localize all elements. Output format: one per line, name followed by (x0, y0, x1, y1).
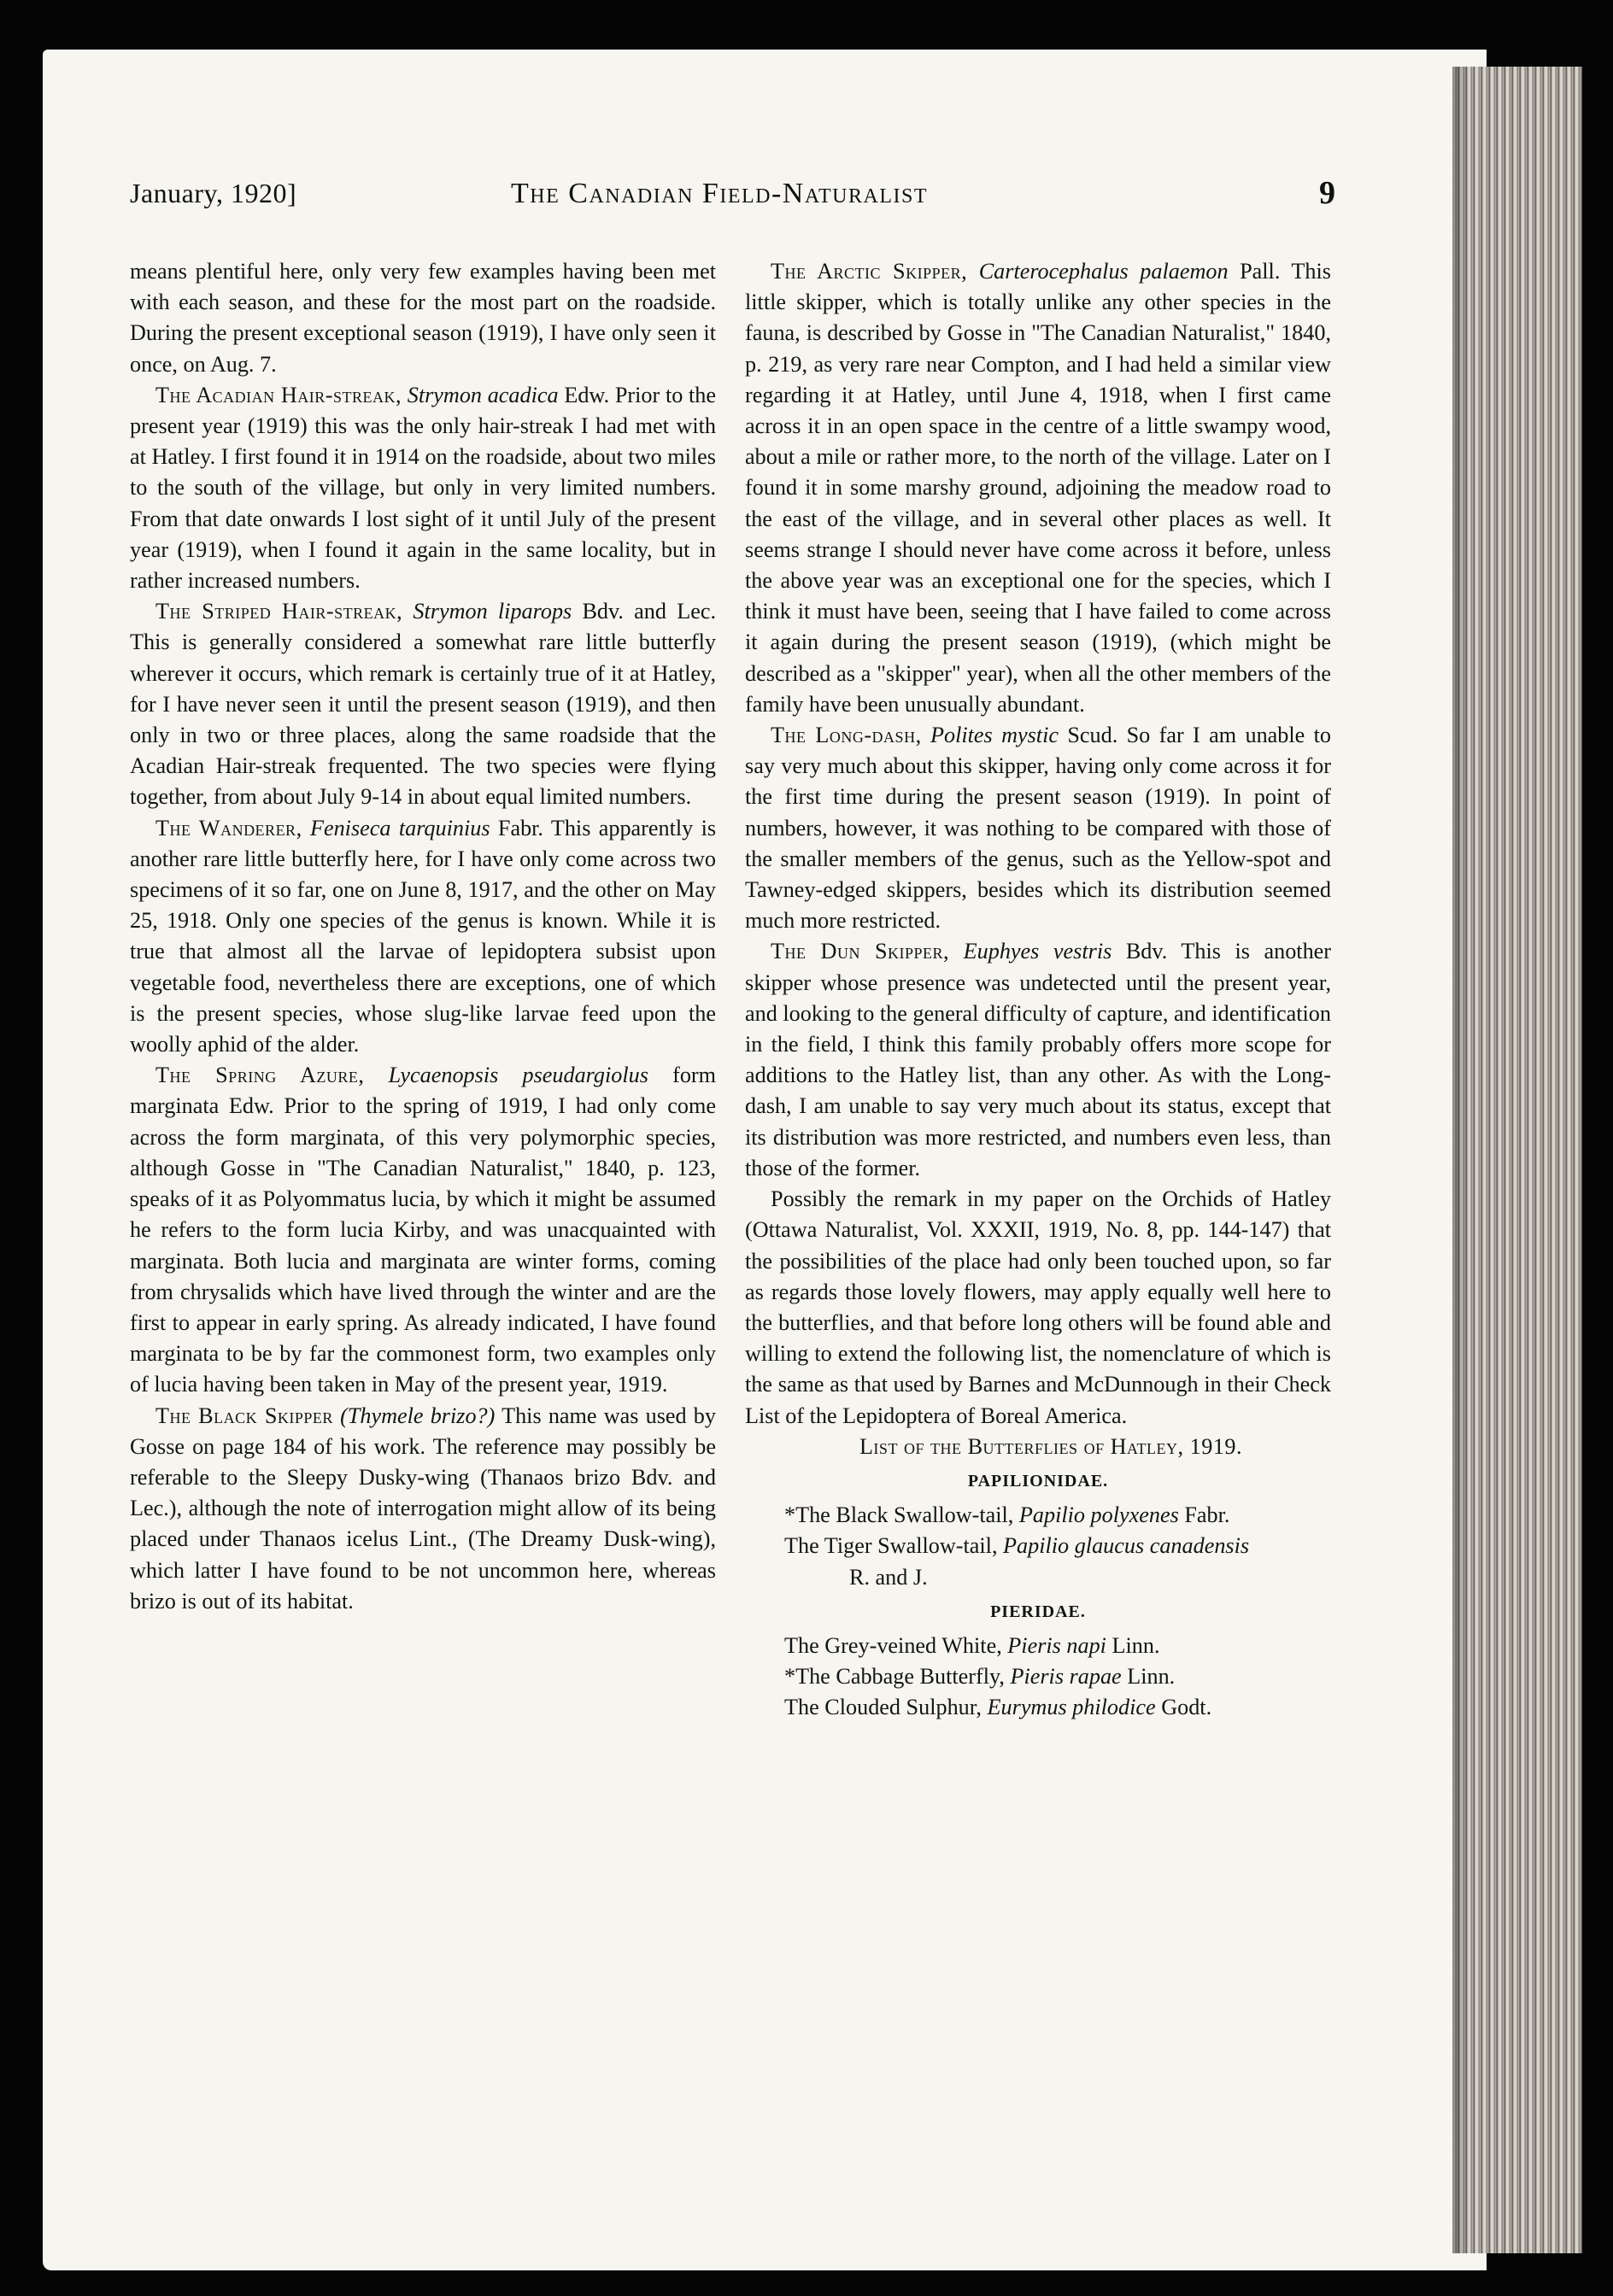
paragraph (745, 936, 1331, 1184)
list-item (745, 1661, 1331, 1692)
list-item (745, 1500, 1331, 1531)
species-name: Strymon liparops (413, 599, 572, 624)
list-title: List of the Butterflies of Hatley, 1919. (859, 1433, 1243, 1459)
list-item-authority: Linn. (1127, 1664, 1176, 1690)
paragraph-text: Edw. Prior to the present year (1919) this was the only hair-streak I had met with at Hatley. I first found it in 1914 on the roadside, about two miles to the south of the village, but only in very limited numbers. From that date onwards I lost sight of it until July of the present year (1919), when I found it again in the same locality, but in rather increased numbers. (130, 382, 717, 594)
list-item-species: Papilio glaucus canadensis (1003, 1533, 1250, 1559)
species-heading: The Spring Azure, (155, 1063, 365, 1088)
list-item-common: The Tiger Swallow-tail, (784, 1533, 998, 1559)
list-item (745, 1692, 1331, 1723)
header-journal-title: The Canadian Field-Naturalist (511, 178, 929, 209)
paragraph-text: Pall. This little skipper, which is totally unlike any other species in the fauna, is described by Gosse in "The Canadian Naturalist," 1840, p. 219, as very rare near Compton, and I had held a similar view regarding it at Hatley, until June 4, 1918, when I first came across it in an open space in the centre of a little swampy wood, about a mile or rather more, to the north of the village. Later on I found it in some marshy ground, adjoining the meadow road to the east of the village, and in several other places as well. It seems strange I should never have come across it before, unless the above year was an exceptional one for the species, which I think it must have been, seeing that I have failed to come across it again during the present season (1919), (which might be described as a "skipper" year), when all the other members of the family have been unusually abundant. (745, 259, 1331, 717)
list-item-common: The Cabbage Butterfly, (795, 1664, 1005, 1690)
list-item-common: The Grey-veined White, (784, 1632, 1002, 1658)
species-heading: The Striped Hair-streak, (155, 599, 403, 624)
species-heading: The Long-dash, (771, 723, 922, 748)
list-item (745, 1531, 1331, 1561)
paragraph-text: This name was used by Gosse on page 184 of his work. The reference may possibly be referable to the Sleepy Dusky-wing (Thanaos brizo Bdv. and Lec.), although the note of interrogation might allow of its being placed under Thanaos icelus Lint., (The Dreamy Dusk-wing), which latter I have found to be not uncommon here, whereas brizo is out of its habitat. (130, 1403, 716, 1614)
paragraph (130, 813, 716, 1061)
list-item-authority: Fabr. (1184, 1502, 1230, 1528)
species-heading: The Dun Skipper, (771, 939, 950, 964)
page-edge-shadow (1452, 67, 1469, 2253)
paragraph-text: Possibly the remark in my paper on the Orchids of Hatley (Ottawa Naturalist, Vol. XXXII, 1919, No. 8, pp. 144-147) that the possibilities of the place had only been touched upon, so far as regards those lovely flowers, may apply equally well here to the butterflies, and that before long others will be found able and willing to extend the following list, the nomenclature of which is the same as that used by Barnes and McDunnough in their Check List of the Lepidoptera of Boreal America. (745, 1186, 1331, 1428)
paragraph-text: form marginata Edw. Prior to the spring of 1919, I had only come across the form marginata, of this very polymorphic species, although Gosse in "The Canadian Naturalist," 1840, p. 123, speaks of it as Polyommatus lucia, by which it might be assumed he refers to the form lucia Kirby, and was unacquainted with marginata. Both lucia and marginata are winter forms, coming from chrysalids which have lived through the winter and are the first to appear in early spring. As already indicated, I have found marginata to be by far the commonest form, two examples only of lucia having been taken in May of the present year, 1919. (130, 1063, 717, 1397)
paragraph (745, 256, 1331, 720)
list-item-common: The Black Swallow-tail, (795, 1502, 1014, 1528)
list-item-species: Eurymus philodice (987, 1695, 1156, 1720)
list-item-authority: Godt. (1161, 1695, 1212, 1720)
species-name: Carterocephalus palaemon (978, 259, 1229, 284)
species-heading: The Black Skipper (155, 1403, 333, 1428)
paragraph (130, 1401, 716, 1617)
species-name: Feniseca tarquinius (309, 815, 490, 840)
header-date: January, 1920] (130, 178, 297, 208)
species-name: Lycaenopsis pseudargiolus (388, 1063, 648, 1088)
paragraph-text: Fabr. This apparently is another rare little butterfly here, for I have only come across two specimens of it so far, one on June 8, 1917, and the other on May 25, 1918. Only one species of the genus is known. While it is true that almost all the larvae of lepidoptera subsist upon vegetable food, nevertheless there are exceptions, one of which is the present species, whose slug-like larvae feed upon the woolly aphid of the alder. (130, 815, 717, 1057)
list-item-continuation (745, 1562, 1331, 1593)
species-heading: The Acadian Hair-streak, (155, 382, 402, 407)
paragraph (745, 720, 1331, 936)
species-heading: The Wanderer, (155, 815, 302, 840)
species-name: (Thymele brizo?) (340, 1403, 496, 1428)
family-heading: PAPILIONIDAE. (967, 1471, 1109, 1491)
paragraph (130, 1060, 716, 1400)
paragraph (745, 1184, 1331, 1432)
right-column (745, 256, 1331, 1724)
paragraph-text: means plentiful here, only very few examples having been met with each season, and these for the most part on the roadside. During the present exceptional season (1919), I have only seen it once, on Aug. 7. (130, 259, 716, 377)
page-number: 9 (1319, 175, 1336, 211)
list-item-common: The Clouded Sulphur, (784, 1695, 982, 1720)
species-name: Polites mystic (930, 723, 1059, 748)
list-item-authority: Linn. (1112, 1632, 1160, 1658)
species-name: Strymon acadica (407, 382, 559, 407)
species-heading: The Arctic Skipper, (771, 259, 968, 284)
species-name: Euphyes vestris (963, 939, 1112, 964)
paragraph (130, 256, 716, 380)
family-heading: PIERIDAE. (990, 1602, 1086, 1621)
paragraph (130, 596, 716, 812)
paragraph-text: Scud. So far I am unable to say very much about this skipper, having only come across it for the first time during the present season (1919). In point of numbers, however, it was nothing to be compared with those of the smaller members of the genus, such as the Yellow-spot and Tawney-edged skippers, besides which its distribution seemed much more restricted. (745, 723, 1332, 934)
paragraph-text: Bdv. This is another skipper whose presence was undetected until the present year, and looking to the general difficulty of capture, and identification in the field, I think this family probably offers more scope for additions to the Hatley list, than any other. As with the Long-dash, I am unable to say very much about its status, except that its distribution was more restricted, and numbers even less, than those of the former. (745, 939, 1332, 1180)
list-item-marker: * (784, 1502, 796, 1528)
paragraph-text: Bdv. and Lec. This is generally considered a somewhat rare little butterfly wherever it occurs, which remark is certainly true of it at Hatley, for I have never seen it until the present season (1919), and then only in two or three places, along the same roadside that the Acadian Hair-streak frequented. The two species were flying together, from about July 9-14 in about equal limited numbers. (130, 599, 716, 810)
paragraph (130, 380, 716, 596)
page-block-edge (1452, 67, 1582, 2253)
left-column (130, 256, 716, 1617)
list-item-marker: * (784, 1664, 796, 1690)
list-item (745, 1631, 1331, 1661)
list-item-species: Papilio polyxenes (1018, 1502, 1179, 1528)
list-item-authority: R. and J. (849, 1564, 928, 1590)
list-item-species: Pieris rapae (1010, 1664, 1122, 1690)
list-item-species: Pieris napi (1007, 1632, 1106, 1658)
